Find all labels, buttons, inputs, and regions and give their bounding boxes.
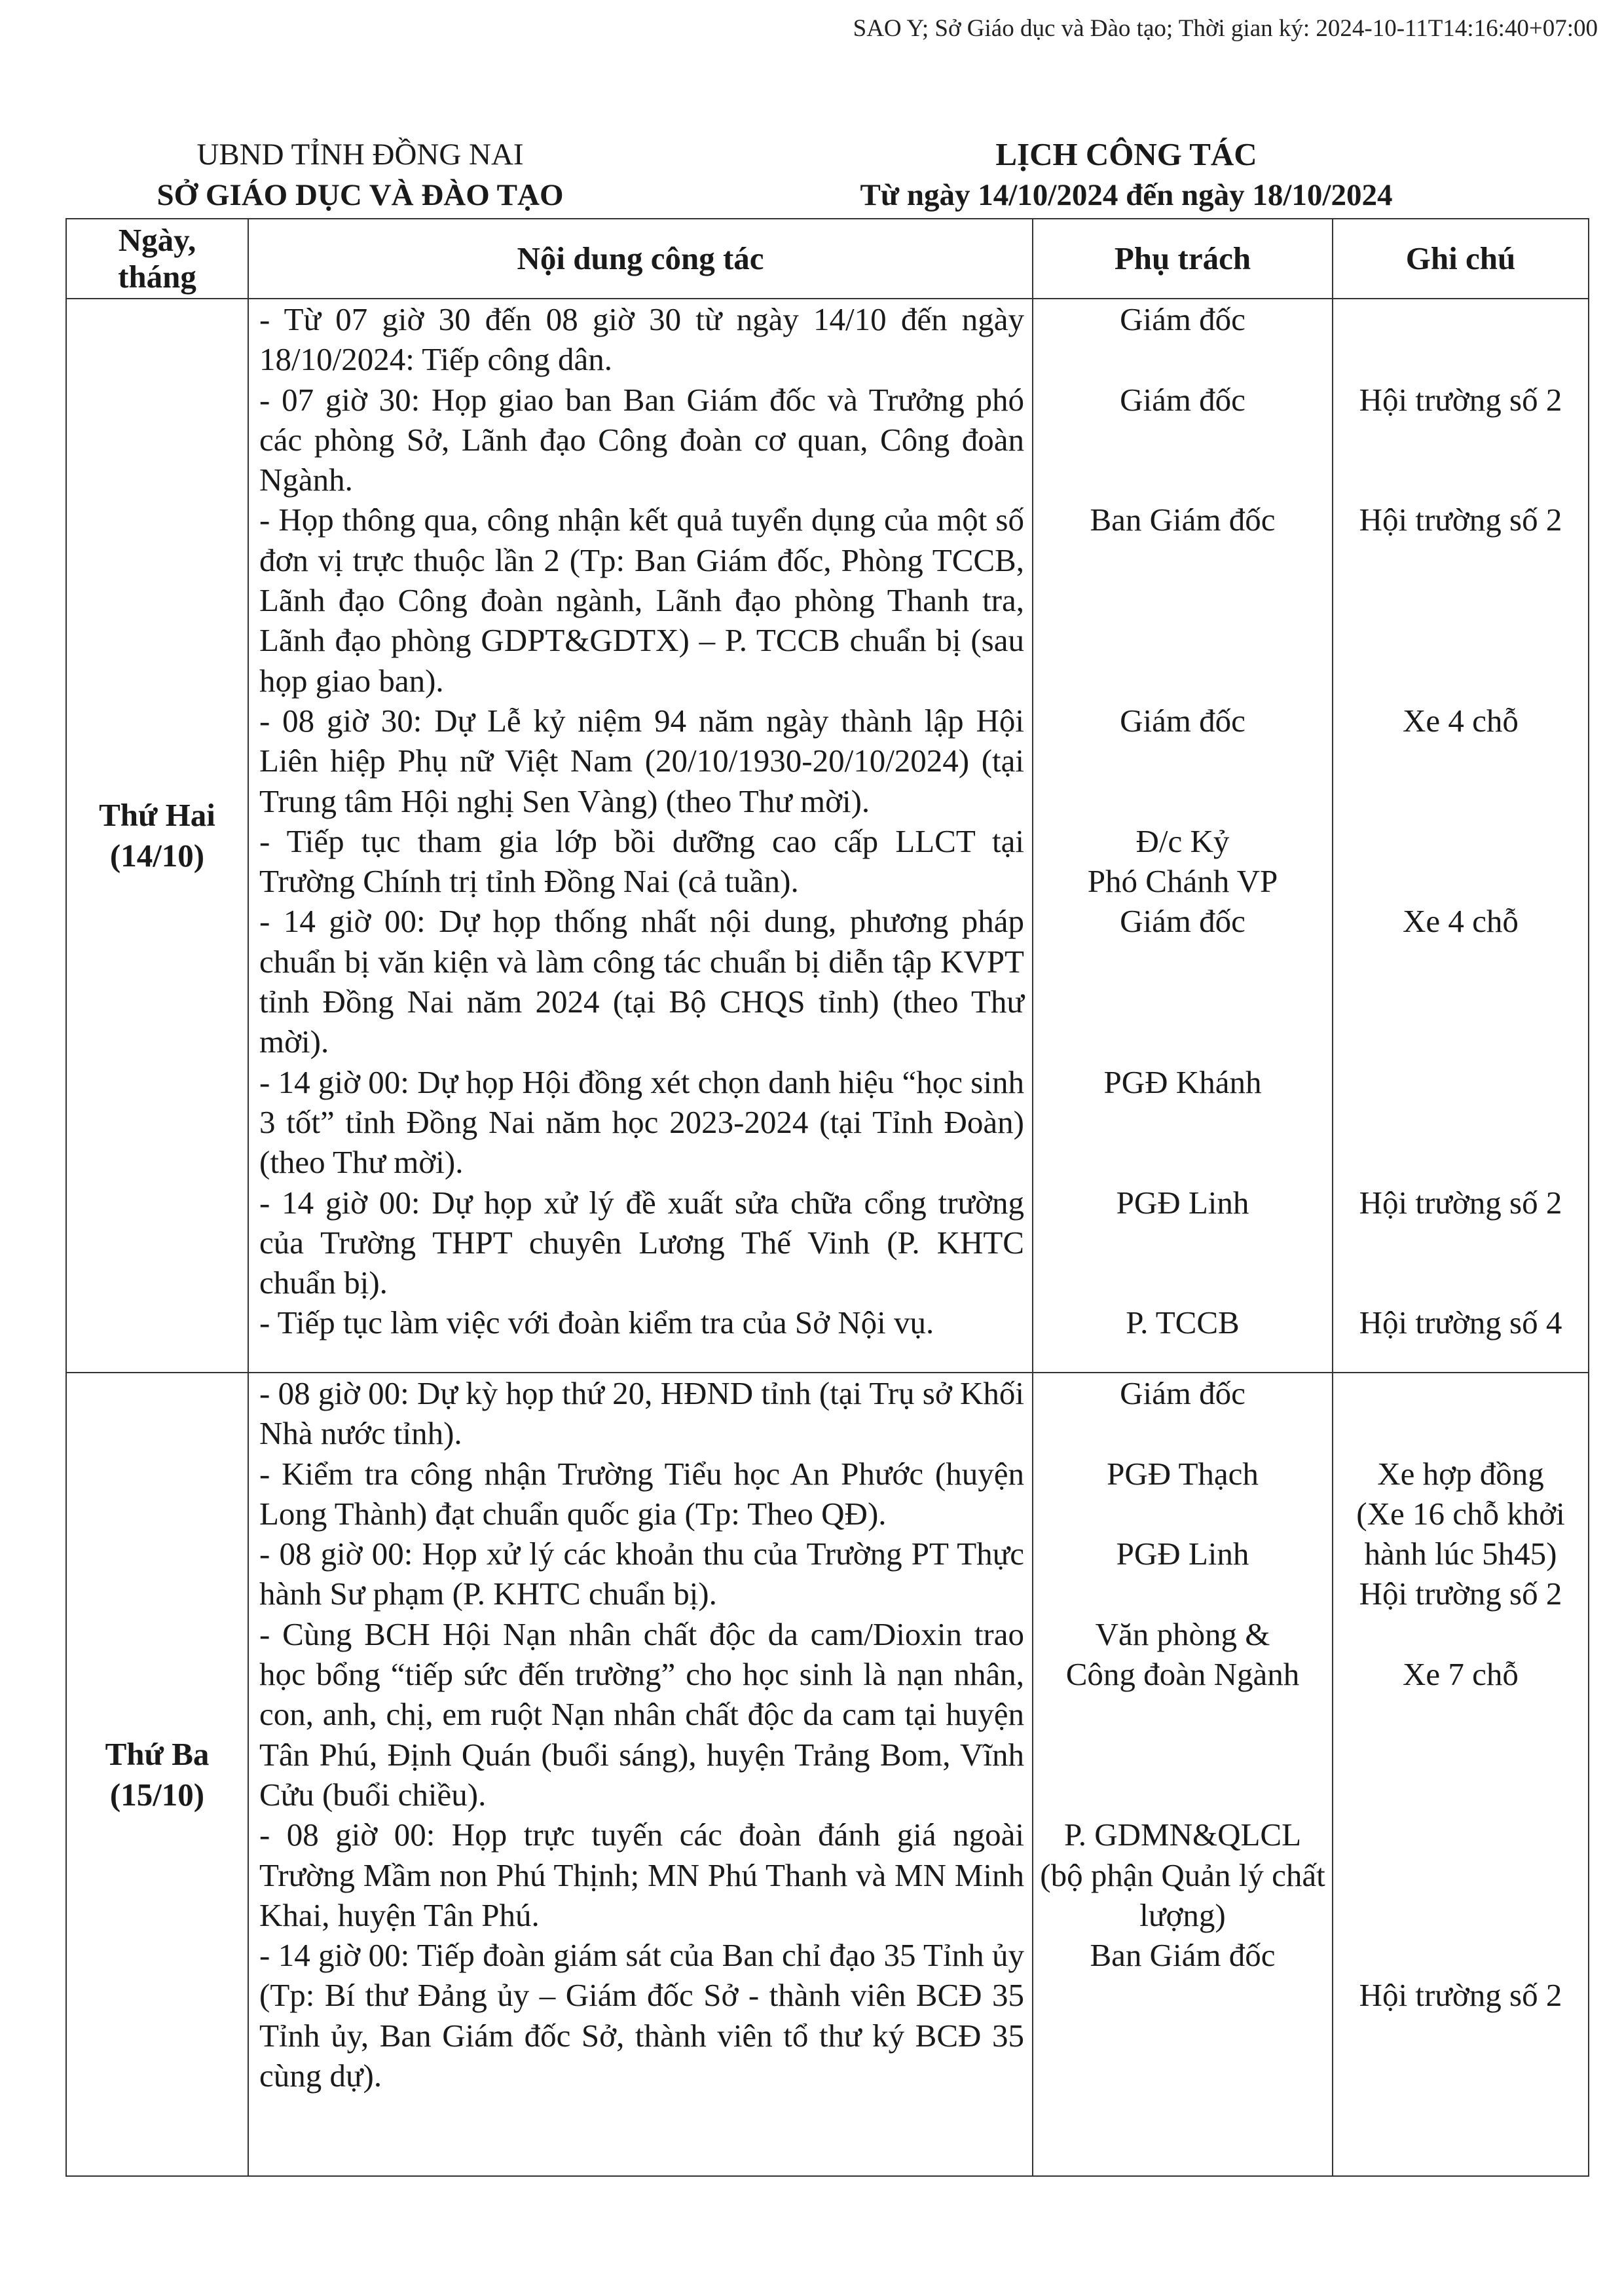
day-date: (14/10)	[109, 838, 205, 874]
task-text: - 07 giờ 30: Họp giao ban Ban Giám đốc và Trưởng phó các phòng Sở, Lãnh đạo Công đoàn cơ quan, Công đoàn Ngành.	[259, 381, 1024, 498]
task-note: Hội trường số 2	[1359, 1977, 1562, 2014]
task-text: - 08 giờ 00: Dự kỳ họp thứ 20, HĐND tỉnh (tại Trụ sở Khối Nhà nước tỉnh).	[259, 1375, 1025, 1452]
document-title: LỊCH CÔNG TÁC	[995, 136, 1257, 172]
day-row-tuesday	[66, 1373, 1589, 2176]
task-note: Xe 4 chỗ	[1403, 702, 1519, 739]
schedule-table	[65, 218, 1589, 2177]
date-range: Từ ngày 14/10/2024 đến ngày 18/10/2024	[860, 178, 1393, 212]
day-name: Thứ Ba	[105, 1735, 210, 1772]
task-text: - Tiếp tục làm việc với đoàn kiểm tra của Sở Nội vụ.	[259, 1304, 934, 1341]
owners-monday	[1033, 299, 1333, 1373]
task-owner: Giám đốc	[1120, 702, 1246, 739]
task-text: - Tiếp tục tham gia lớp bồi dưỡng cao cấp LLCT tại Trường Chính trị tỉnh Đồng Nai (cả tuần).	[259, 823, 1024, 900]
task-note: Xe 4 chỗ	[1403, 903, 1519, 940]
task-owner: Đ/c Kỷ Phó Chánh VP	[1087, 823, 1278, 900]
agency-name: SỞ GIÁO DỤC VÀ ĐÀO TẠO	[157, 178, 564, 212]
task-note: Xe 7 chỗ	[1403, 1656, 1519, 1693]
task-owner: P. GDMN&QLCL (bộ phận Quản lý chất lượng)	[1040, 1817, 1325, 1933]
owners-tuesday	[1033, 1373, 1333, 2176]
task-text: - Kiểm tra công nhận Trường Tiểu học An Phước (huyện Long Thành) đạt chuẩn quốc gia (Tp: Theo QĐ).	[259, 1455, 1024, 1532]
task-note	[1333, 821, 1588, 902]
task-text: - Cùng BCH Hội Nạn nhân chất độc da cam/Dioxin trao học bổng “tiếp sức đến trường” cho học sinh là nạn nhân, con, anh, chị, em ruột Nạn nhân chất độc da cam tại huyện Tân Phú, Định Quán (buổi sáng), huyện Trảng Bom, Vĩnh Cửu (buổi chiều).	[259, 1616, 1024, 1813]
task-owner: Giám đốc	[1120, 903, 1246, 940]
task-note	[1333, 1855, 1588, 1976]
task-owner: Giám đốc	[1120, 301, 1246, 337]
task-owner: Ban Giám đốc	[1090, 502, 1276, 538]
task-text: - 08 giờ 30: Dự Lễ kỷ niệm 94 năm ngày thành lập Hội Liên hiệp Phụ nữ Việt Nam (20/10/1930-20/10/2024) (tại Trung tâm Hội nghị Sen Vàng) (theo Thư mời).	[259, 702, 1024, 819]
task-owner: P. TCCB	[1126, 1304, 1240, 1341]
table-header-row	[66, 219, 1589, 299]
task-note: Hội trường số 2	[1359, 502, 1562, 538]
task-owner: PGĐ Khánh	[1103, 1063, 1262, 1100]
day-date: (15/10)	[109, 1776, 205, 1813]
task-note	[1333, 1373, 1588, 1454]
task-note: Hội trường số 2	[1359, 1184, 1562, 1221]
header-note: Ghi chú	[1333, 219, 1589, 299]
task-owner: Giám đốc	[1120, 1375, 1246, 1411]
header-day-line2: tháng	[118, 259, 196, 295]
task-owner: PGĐ Linh	[1116, 1536, 1249, 1572]
day-name: Thứ Hai	[99, 797, 215, 833]
issuing-agency	[111, 134, 609, 215]
task-note	[1333, 1062, 1588, 1183]
task-text: - 08 giờ 00: Họp trực tuyến các đoàn đánh giá ngoài Trường Mầm non Phú Thịnh; MN Phú Thanh và MN Minh Khai, huyện Tân Phú.	[259, 1817, 1024, 1933]
header-day	[66, 219, 248, 299]
task-note: Xe hợp đồng (Xe 16 chỗ khởi hành lúc 5h45)	[1356, 1455, 1565, 1572]
task-text: - Từ 07 giờ 30 đến 08 giờ 30 từ ngày 14/10 đến ngày 18/10/2024: Tiếp công dân.	[259, 301, 1024, 378]
task-note: Hội trường số 2	[1359, 381, 1562, 418]
agency-parent: UBND TỈNH ĐỒNG NAI	[196, 138, 524, 172]
task-text: - 14 giờ 00: Dự họp xử lý đề xuất sửa chữa cổng trường của Trường THPT chuyên Lương Thế Vinh (P. KHTC chuẩn bị).	[259, 1184, 1024, 1301]
task-text: - 08 giờ 00: Họp xử lý các khoản thu của Trường PT Thực hành Sư phạm (P. KHTC chuẩn bị).	[259, 1536, 1024, 1612]
notes-monday	[1333, 299, 1589, 1373]
digital-signature-stamp: SAO Y; Sở Giáo dục và Đào tạo; Thời gian ký: 2024-10-11T14:16:40+07:00	[853, 15, 1598, 42]
tasks-content-tuesday	[248, 1373, 1033, 2176]
task-text: - 14 giờ 00: Dự họp Hội đồng xét chọn danh hiệu “học sinh 3 tốt” tỉnh Đồng Nai năm học 2023-2024 (tại Tỉnh Đoàn) (theo Thư mời).	[259, 1063, 1024, 1181]
task-note: Hội trường số 4	[1359, 1304, 1562, 1341]
header-owner: Phụ trách	[1033, 219, 1333, 299]
header-day-line1: Ngày,	[118, 222, 196, 258]
task-owner: Giám đốc	[1120, 381, 1246, 418]
document-heading	[812, 134, 1441, 215]
tasks-content-monday	[248, 299, 1033, 1373]
day-label-monday	[66, 299, 248, 1373]
day-label-tuesday	[66, 1373, 248, 2176]
task-text: - 14 giờ 00: Dự họp thống nhất nội dung, phương pháp chuẩn bị văn kiện và làm công tác chuẩn bị diễn tập KVPT tỉnh Đồng Nai năm 2024 (tại Bộ CHQS tỉnh) (theo Thư mời).	[259, 903, 1024, 1060]
task-text: - Họp thông qua, công nhận kết quả tuyển dụng của một số đơn vị trực thuộc lần 2 (Tp: Ban Giám đốc, Phòng TCCB, Lãnh đạo Công đoàn ngành, Lãnh đạo phòng Thanh tra, Lãnh đạo phòng GDPT&GDTX) – P. TCCB chuẩn bị (sau họp giao ban).	[259, 502, 1024, 699]
notes-tuesday	[1333, 1373, 1589, 2176]
task-owner: Ban Giám đốc	[1090, 1937, 1276, 1974]
task-text: - 14 giờ 00: Tiếp đoàn giám sát của Ban chỉ đạo 35 Tỉnh ủy (Tp: Bí thư Đảng ủy – Giám đốc Sở - thành viên BCĐ 35 Tỉnh ủy, Ban Giám đốc Sở, thành viên tổ thư ký BCĐ 35 cùng dự).	[259, 1937, 1024, 2094]
task-owner: PGĐ Thạch	[1107, 1455, 1259, 1492]
task-owner: PGĐ Linh	[1116, 1184, 1249, 1221]
day-row-monday	[66, 299, 1589, 1373]
task-note: Hội trường số 2	[1359, 1576, 1562, 1612]
task-note	[1333, 299, 1588, 380]
task-owner: Văn phòng & Công đoàn Ngành	[1065, 1616, 1300, 1693]
header-content: Nội dung công tác	[248, 219, 1033, 299]
